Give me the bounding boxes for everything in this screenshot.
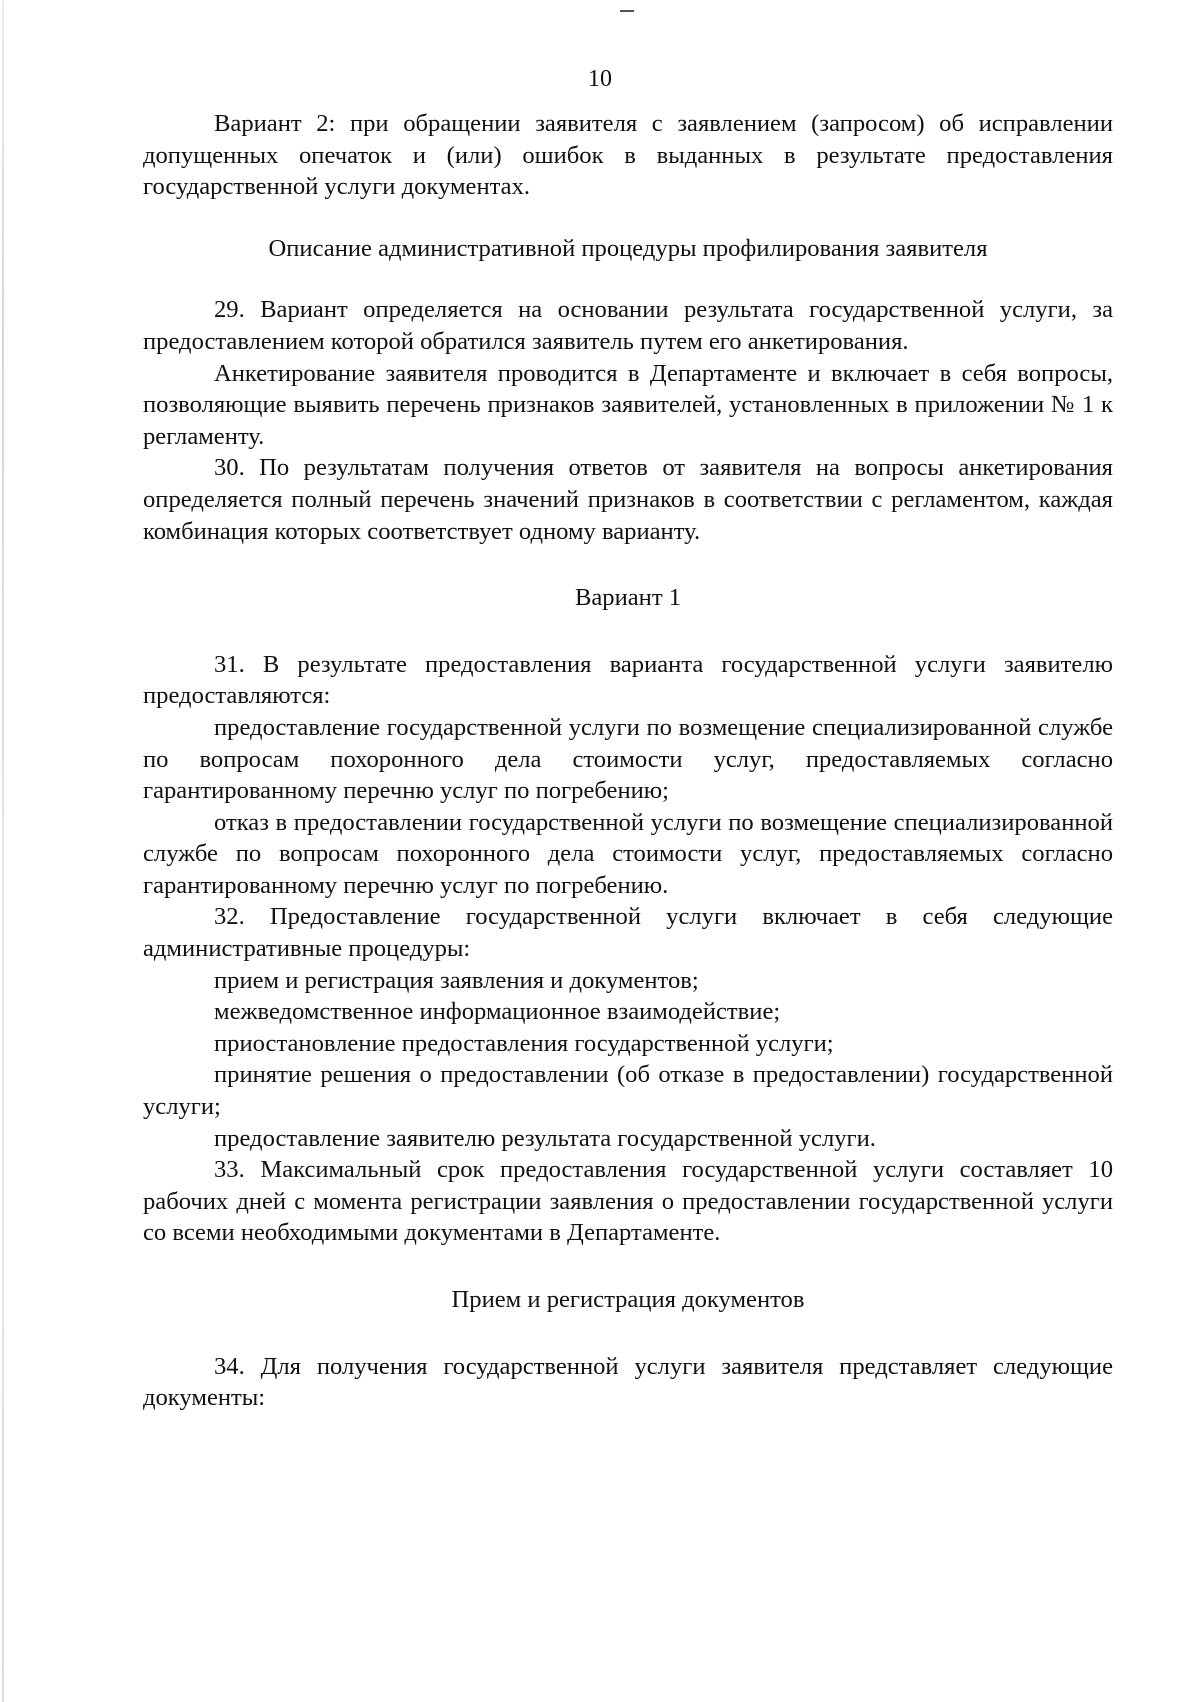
paragraph-31-refusal: отказ в предоставлении государственной услуги по возмещение специализированной службе по вопросам похоронного дела стоимости услуг, предоставляемых согласно гарантированному перечню услуг по погребению. [143,808,1113,899]
procedure-item-interagency: межведомственное информационное взаимодействие; [214,998,781,1026]
heading-variant-1: Вариант 1 [574,584,682,612]
procedure-item-reception: прием и регистрация заявления и документов; [214,966,699,994]
heading-profiling: Описание административной процедуры профилирования заявителя [268,234,988,262]
document-body [143,108,1113,1414]
procedure-item-decision: принятие решения о предоставлении (об отказе в предоставлении) государственной услуги; [143,1061,1113,1121]
paragraph-29: 29. Вариант определяется на основании результата государственной услуги, за предоставлением которой обратился заявитель путем его анкетирования. [143,296,1113,355]
paragraph-33: 33. Максимальный срок предоставления государственной услуги составляет 10 рабочих дней с момента регистрации заявления о предоставлении государственной услуги со всеми необходимыми документами в Департаменте. [143,1156,1113,1247]
paragraph-29-survey: Анкетирование заявителя проводится в Департаменте и включает в себя вопросы, позволяющие выявить перечень признаков заявителей, установленных в приложении № 1 к регламенту. [143,359,1113,450]
page-number: 10 [588,66,612,92]
heading-reception: Прием и регистрация документов [451,1286,805,1313]
procedure-item-result: предоставление заявителю результата государственной услуги. [214,1124,876,1152]
paragraph-variant-2: Вариант 2: при обращении заявителя с заявлением (запросом) об исправлении допущенных опечаток и (или) ошибок в выданных в результате предоставления государственной услуги документах. [143,110,1113,201]
procedure-item-suspension: приостановление предоставления государственной услуги; [214,1029,834,1057]
paragraph-31-grant: предоставление государственной услуги по возмещение специализированной службе по вопросам похоронного дела стоимости услуг, предоставляемых согласно гарантированному перечню услуг по погребению; [143,713,1113,805]
paragraph-32: 32. Предоставление государственной услуги включает в себя следующие административные процедуры: [143,903,1113,963]
paragraph-34: 34. Для получения государственной услуги заявителя представляет следующие документы: [143,1352,1113,1412]
scan-mark [620,10,634,12]
paragraph-30: 30. По результатам получения ответов от заявителя на вопросы анкетирования определяется полный перечень значений признаков в соответствии с регламентом, каждая комбинация которых соответствует одному варианту. [143,454,1113,545]
scan-edge [2,0,4,1702]
paragraph-31: 31. В результате предоставления варианта государственной услуги заявителю предоставляются: [143,650,1113,710]
